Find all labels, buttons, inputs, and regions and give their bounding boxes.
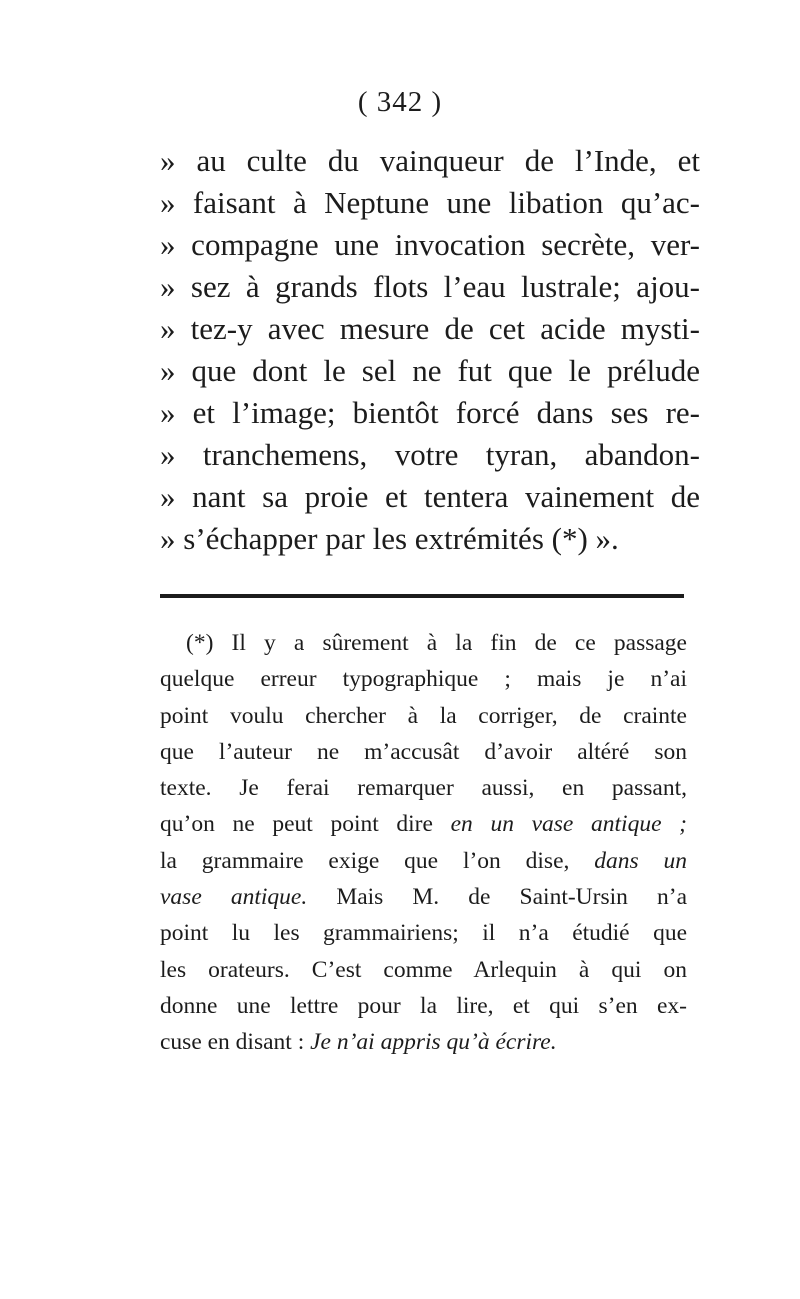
footnote-text: Mais M. de Saint-Ursin n’a xyxy=(307,884,687,911)
footnote-text: la grammaire exige que l’on dise, xyxy=(160,847,595,874)
footnote-line: les orateurs. C’est comme Arlequin à qui on xyxy=(160,956,687,983)
verse-line: » compagne une invocation secrète, ver- xyxy=(160,227,700,262)
footnote-block xyxy=(160,625,687,1061)
verse-line: » faisant à Neptune une libation qu’ac- xyxy=(160,185,700,220)
footnote-line: texte. Je ferai remarquer aussi, en passant, xyxy=(160,775,687,802)
footnote-text: qu’on ne peut point dire xyxy=(160,811,451,838)
footnote-line: point lu les grammairiens; il n’a étudié que xyxy=(160,920,687,947)
footnote-italic-text: dans un xyxy=(594,847,687,874)
footnote-separator-rule xyxy=(160,594,684,598)
footnote-line xyxy=(160,879,687,915)
verse-line: » tranchemens, votre tyran, abandon- xyxy=(160,437,700,472)
footnote-text: cuse en disant : xyxy=(160,1029,311,1056)
verse-line: » et l’image; bientôt forcé dans ses re- xyxy=(160,395,700,430)
footnote-italic-text: vase antique. xyxy=(160,884,308,911)
footnote-line: (*) Il y a sûrement à la fin de ce passage xyxy=(186,630,687,656)
page-number: ( 342 ) xyxy=(357,86,443,118)
footnote-line: quelque erreur typographique ; mais je n’ai xyxy=(160,666,687,693)
footnote-line: point voulu chercher à la corriger, de crainte xyxy=(160,702,687,729)
footnote-italic-text: en un vase antique ; xyxy=(450,811,687,838)
footnote-line: donne une lettre pour la lire, et qui s’en ex- xyxy=(160,992,687,1019)
verse-line: » s’échapper par les extrémités (*) ». xyxy=(160,521,619,556)
footnote-line xyxy=(160,843,687,879)
verse-line: » tez-y avec mesure de cet acide mysti- xyxy=(160,311,700,346)
footnote-line xyxy=(160,806,687,842)
footnote-line: que l’auteur ne m’accusât d’avoir altéré son xyxy=(160,738,687,765)
footnote-line xyxy=(160,1024,687,1060)
verse-line: » au culte du vainqueur de l’Inde, et xyxy=(160,143,700,178)
verse-line: » nant sa proie et tentera vainement de xyxy=(160,479,700,514)
quoted-verse-block xyxy=(160,140,700,560)
verse-line: » sez à grands flots l’eau lustrale; ajou- xyxy=(160,269,700,304)
verse-line: » que dont le sel ne fut que le prélude xyxy=(160,353,700,388)
footnote-italic-text: Je n’ai appris qu’à écrire. xyxy=(310,1029,557,1056)
